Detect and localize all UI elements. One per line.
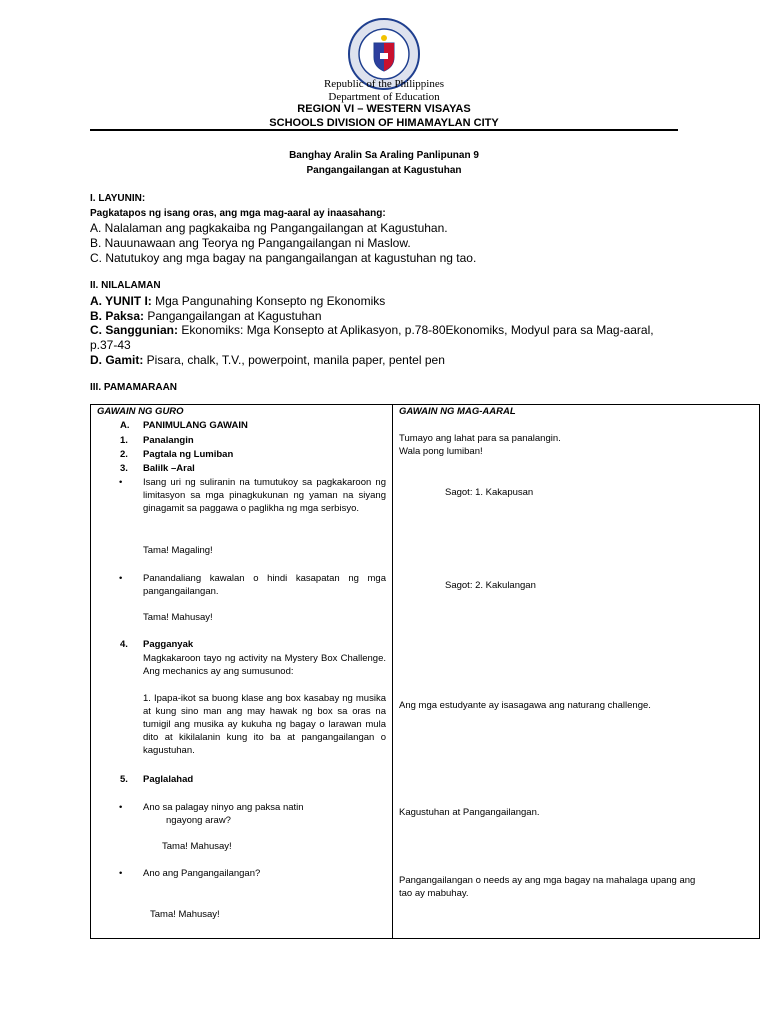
pagganyak-text: Magkakaroon tayo ng activity na Mystery Box Challenge. Ang mechanics ay ang sumusunod: [143, 653, 386, 677]
bullet-icon: • [119, 802, 123, 813]
question-3b: ngayong araw? [166, 815, 231, 826]
bullet-icon: • [119, 477, 123, 488]
nilalaman-paksa: B. Paksa: Pangangailangan at Kagustuhan [90, 309, 322, 323]
student-answer-1: Sagot: 1. Kakapusan [445, 487, 534, 498]
header-rule [90, 129, 678, 131]
question-3a: Ano sa palagay ninyo ang paksa natin [143, 802, 304, 813]
table-divider [392, 404, 393, 939]
nilalaman-heading: II. NILALAMAN [90, 280, 161, 291]
pamamaraan-heading: III. PAMAMARAAN [90, 382, 178, 393]
pagganyak-mechanic: 1. Ipapa-ikot sa buong klase ang box kasabay ng musika at kung sino man ang may hawak ng box sa oras na tumigil ang musika ay kukuha ng bagay o larawan mula dito at kikilalanin kung ito ba at pangangailangan o kagustuhan. [143, 693, 386, 756]
item-a-label: PANIMULANG GAWAIN [143, 420, 248, 431]
department-line: Department of Education [328, 91, 440, 103]
student-lumiban: Wala pong lumiban! [399, 446, 483, 457]
doc-subtitle: Pangangailangan at Kagustuhan [306, 165, 462, 176]
nilalaman-gamit: D. Gamit: Pisara, chalk, T.V., powerpoint, manila paper, pentel pen [90, 353, 445, 367]
student-answer-4b: tao ay mabuhay. [399, 888, 469, 899]
layunin-item-a: A. Nalalaman ang pagkakaiba ng Pangangailangan at Kagustuhan. [90, 221, 448, 235]
nilalaman-sanggunian: C. Sanggunian: Ekonomiks: Mga Konsepto at Aplikasyon, p.78-80Ekonomiks, Modyul para sa Mag-aaral, [90, 323, 654, 337]
item-2-num: 2. [120, 449, 128, 460]
item-2-label: Pagtala ng Lumiban [143, 449, 234, 460]
student-answer-4a: Pangangailangan o needs ay ang mga bagay na mahalaga upang ang [399, 875, 696, 886]
layunin-intro: Pagkatapos ng isang oras, ang mga mag-aaral ay inaasahang: [90, 208, 386, 219]
praise-4: Tama! Mahusay! [150, 909, 220, 920]
item-1-label: Panalangin [143, 435, 194, 446]
praise-2: Tama! Mahusay! [143, 612, 213, 623]
layunin-heading: I. LAYUNIN: [90, 193, 146, 204]
republic-line: Republic of the Philippines [323, 78, 445, 90]
layunin-item-c: C. Natutukoy ang mga bagay na pangangailangan at kagustuhan ng tao. [90, 251, 477, 265]
region-line: REGION VI – WESTERN VISAYAS [297, 103, 471, 115]
question-4: Ano ang Pangangailangan? [143, 868, 261, 879]
student-answer-3: Kagustuhan at Pangangailangan. [399, 807, 540, 818]
bullet-icon: • [119, 573, 123, 584]
question-1: Isang uri ng suliranin na tumutukoy sa pagkakaroon ng limitasyon sa mga pinagkukunan ng yaman na siyang ginagamit sa paggawa o paglikha ng mga serbisyo. [143, 477, 386, 514]
student-challenge: Ang mga estudyante ay isasagawa ang naturang challenge. [399, 700, 651, 711]
item-4-num: 4. [120, 639, 128, 650]
nilalaman-yunit: A. YUNIT I: Mga Pangunahing Konsepto ng Ekonomiks [90, 294, 386, 308]
layunin-item-b: B. Nauunawaan ang Teorya ng Pangangailangan ni Maslow. [90, 236, 411, 250]
col-header-guro: GAWAIN NG GURO [97, 406, 184, 417]
col-header-mag-aaral: GAWAIN NG MAG-AARAL [399, 406, 516, 417]
item-1-num: 1. [120, 435, 128, 446]
item-3-num: 3. [120, 463, 128, 474]
praise-3: Tama! Mahusay! [162, 841, 232, 852]
question-2: Panandaliang kawalan o hindi kasapatan ng mga pangangailangan. [143, 573, 386, 597]
doc-title: Banghay Aralin Sa Araling Panlipunan 9 [289, 150, 479, 161]
student-answer-2: Sagot: 2. Kakulangan [445, 580, 536, 591]
item-a-num: A. [120, 420, 130, 431]
division-line: SCHOOLS DIVISION OF HIMAMAYLAN CITY [269, 117, 499, 129]
item-5-label: Paglalahad [143, 774, 194, 785]
item-4-label: Pagganyak [143, 639, 194, 650]
item-3-label: Balilk –Aral [143, 463, 195, 474]
item-5-num: 5. [120, 774, 128, 785]
praise-1: Tama! Magaling! [143, 545, 213, 556]
nilalaman-sanggunian-pages: p.37-43 [90, 338, 131, 352]
student-panalangin: Tumayo ang lahat para sa panalangin. [399, 433, 561, 444]
bullet-icon: • [119, 868, 123, 879]
